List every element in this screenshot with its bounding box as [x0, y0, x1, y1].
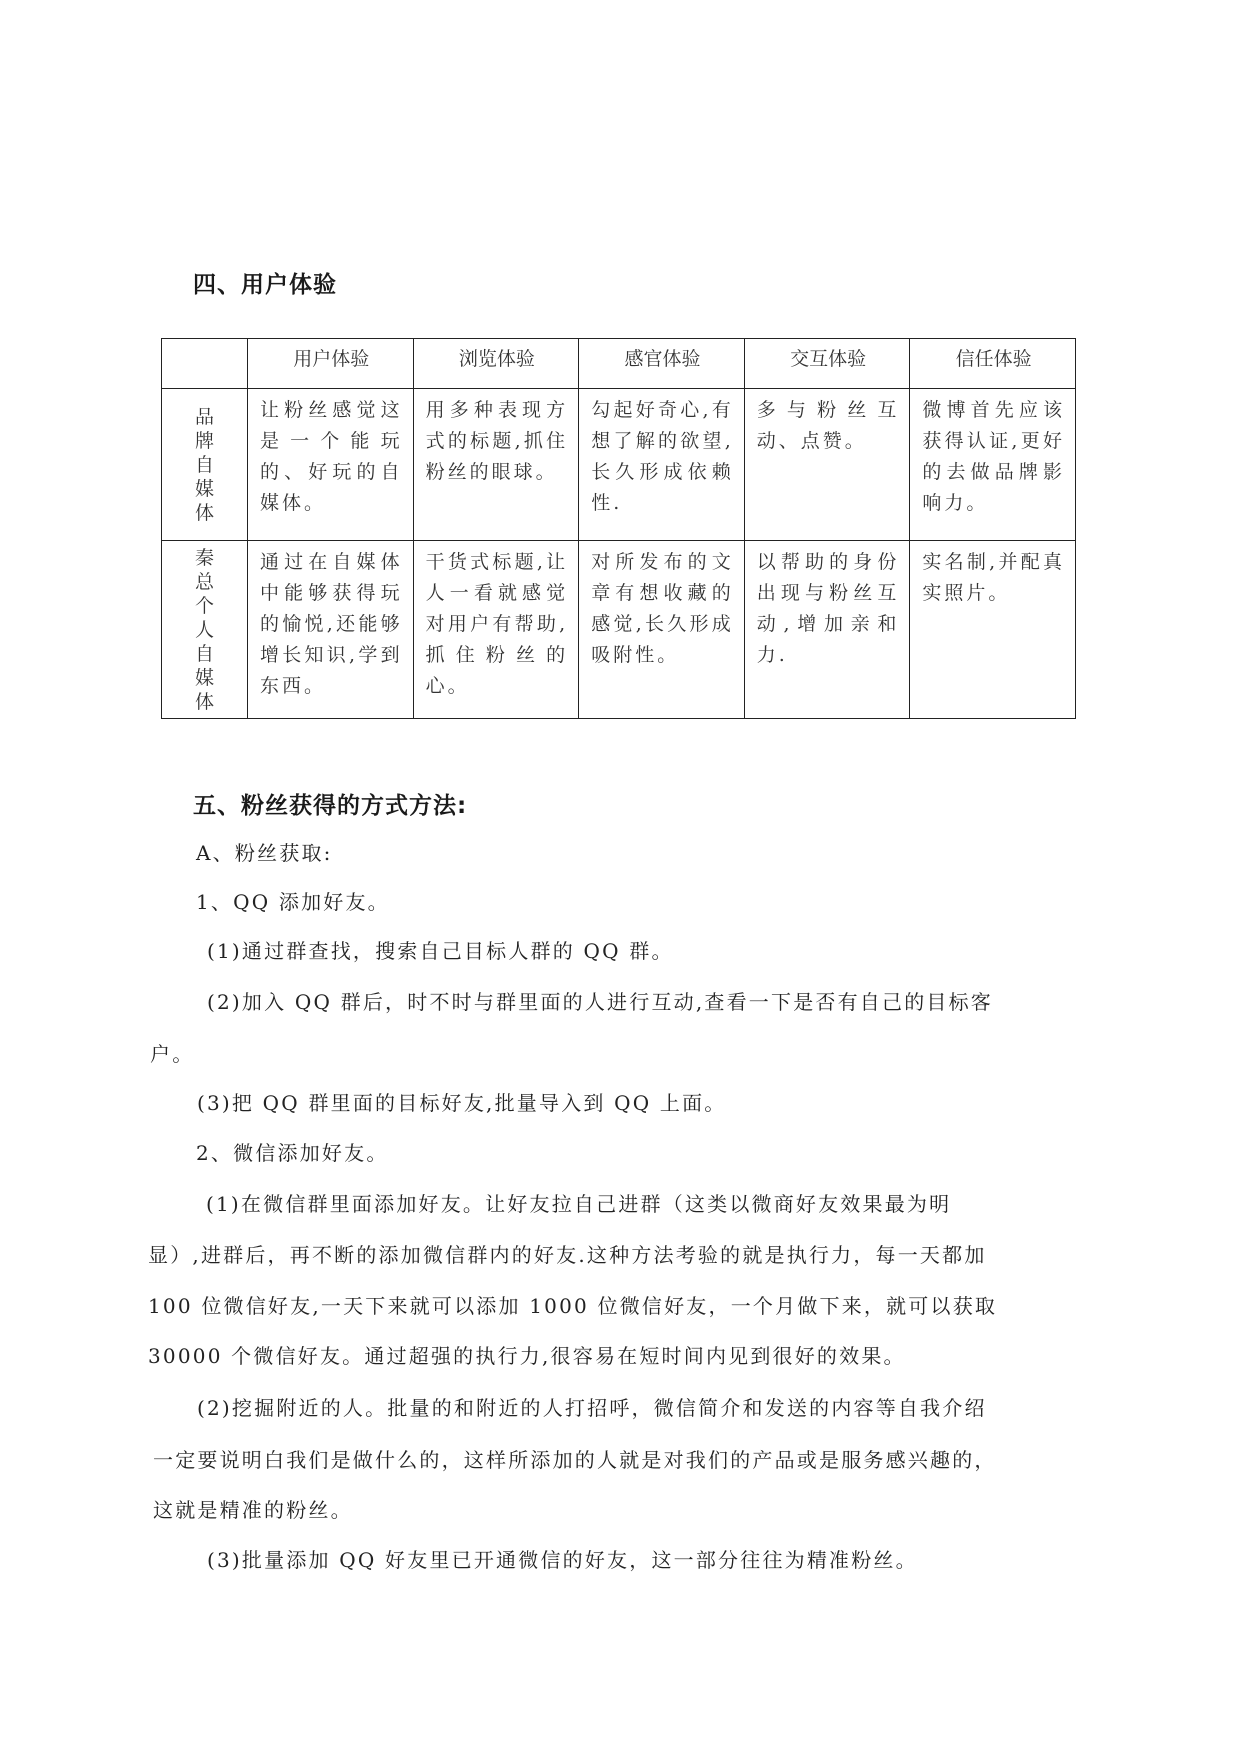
user-experience-table [161, 338, 1076, 719]
table-cell: 实名制,并配真实照片。 [910, 541, 1076, 719]
row-header-brand-media [162, 389, 248, 541]
paragraph-line: (3)批量添加 QQ 好友里已开通微信的好友，这一部分往往为精准粉丝。 [207, 1548, 918, 1572]
section-5-heading: 五、粉丝获得的方式方法: [193, 793, 468, 819]
row-label: 品牌自媒体 [195, 405, 215, 524]
paragraph-line: 100 位微信好友,一天下来就可以添加 1000 位微信好友，一个月做下来，就可以获取 [148, 1294, 998, 1318]
paragraph-line: 一定要说明白我们是做什么的，这样所添加的人就是对我们的产品或是服务感兴趣的， [153, 1448, 997, 1472]
table-cell: 通过在自媒体中能够获得玩的愉悦,还能够增长知识,学到东西。 [248, 541, 414, 719]
paragraph-line: 户。 [150, 1042, 195, 1066]
table-cell: 干货式标题,让人一看就感觉对用户有帮助,抓住粉丝的心。 [413, 541, 579, 719]
paragraph-line: (2)挖掘附近的人。批量的和附近的人打招呼，微信简介和发送的内容等自我介绍 [197, 1396, 987, 1420]
column-header: 交互体验 [744, 339, 910, 389]
paragraph-line: 30000 个微信好友。通过超强的执行力,很容易在短时间内见到很好的效果。 [148, 1344, 906, 1368]
paragraph-line: (2)加入 QQ 群后，时不时与群里面的人进行互动,查看一下是否有自己的目标客 [207, 990, 993, 1014]
table-cell: 以帮助的身份出现与粉丝互动,增加亲和力. [744, 541, 910, 719]
table-cell: 微博首先应该获得认证,更好的去做品牌影响力。 [910, 389, 1076, 541]
table-cell: 对所发布的文章有想收藏的感觉,长久形成吸附性。 [579, 541, 745, 719]
column-header: 信任体验 [910, 339, 1076, 389]
paragraph-line: 2、微信添加好友。 [196, 1141, 389, 1165]
column-header: 用户体验 [248, 339, 414, 389]
table-cell: 用多种表现方式的标题,抓住粉丝的眼球。 [413, 389, 579, 541]
table-corner-cell [162, 339, 248, 389]
paragraph-line: (3)把 QQ 群里面的目标好友,批量导入到 QQ 上面。 [197, 1091, 727, 1115]
section-4-heading: 四、用户体验 [193, 272, 337, 298]
column-header: 感官体验 [579, 339, 745, 389]
column-header: 浏览体验 [413, 339, 579, 389]
paragraph-line: 这就是精准的粉丝。 [153, 1498, 353, 1522]
table-cell: 多与粉丝互动、点赞。 [744, 389, 910, 541]
paragraph-line: (1)在微信群里面添加好友。让好友拉自己进群（这类以微商好友效果最为明 [206, 1192, 952, 1216]
paragraph-line: 1、QQ 添加好友。 [196, 890, 390, 914]
table-cell: 勾起好奇心,有想了解的欲望,长久形成依赖性. [579, 389, 745, 541]
row-label: 秦总个人自媒体 [195, 546, 215, 713]
row-header-personal-media [162, 541, 248, 719]
table-row [162, 541, 1076, 719]
paragraph-line: 显）,进群后，再不断的添加微信群内的好友.这种方法考验的就是执行力，每一天都加 [148, 1243, 987, 1267]
paragraph-line: (1)通过群查找，搜索自己目标人群的 QQ 群。 [207, 939, 674, 963]
table-header-row [162, 339, 1076, 389]
table-cell: 让粉丝感觉这是一个能玩的、好玩的自媒体。 [248, 389, 414, 541]
paragraph-line: A、粉丝获取: [196, 841, 333, 865]
table-row [162, 389, 1076, 541]
